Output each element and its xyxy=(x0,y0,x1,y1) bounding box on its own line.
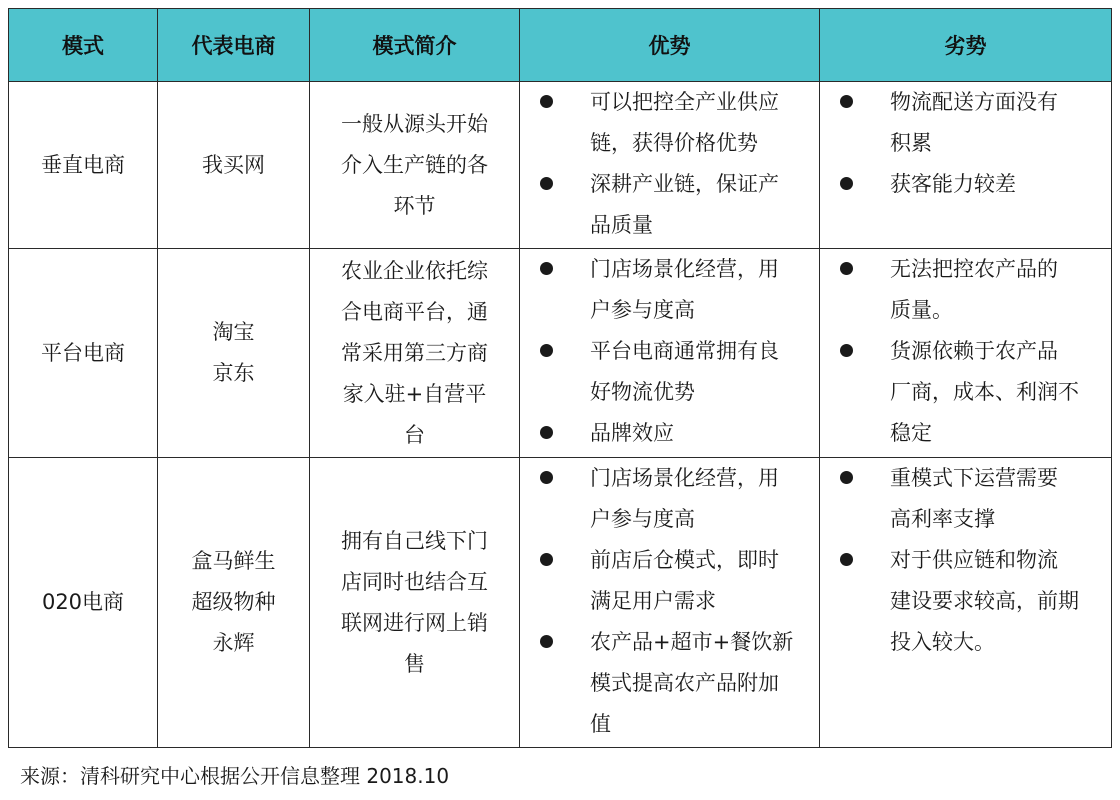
mode-label: 垂直电商 xyxy=(41,152,125,177)
mode-cell xyxy=(9,249,158,458)
bullet-dot-icon xyxy=(540,553,553,566)
intro-cell xyxy=(310,458,520,748)
bullet-line: 无法把控农产品的 xyxy=(890,257,1058,281)
mode-cell xyxy=(9,82,158,249)
bullet-line: 平台电商通常拥有良 xyxy=(590,339,779,363)
bullet-dot-icon xyxy=(540,177,553,190)
disadvantages-cell xyxy=(820,249,1112,458)
disadvantages-cell xyxy=(820,458,1112,748)
intro-line: 环节 xyxy=(393,193,436,218)
bullet-dot-icon xyxy=(840,553,853,566)
bullet-item xyxy=(520,82,819,164)
bullet-item xyxy=(820,164,1111,205)
mode-label: 020电商 xyxy=(41,590,125,614)
header-representative: 代表电商 xyxy=(158,9,310,82)
bullet-line: 物流配送方面没有 xyxy=(890,90,1058,114)
bullet-item xyxy=(520,540,819,622)
rep-name: 盒马鲜生 xyxy=(191,549,276,573)
bullet-line: 户参与度高 xyxy=(590,298,695,322)
intro-line: 售 xyxy=(404,651,425,676)
bullet-dot-icon xyxy=(540,426,553,439)
bullet-line: 好物流优势 xyxy=(590,380,695,404)
rep-name: 淘宝 xyxy=(212,320,255,344)
intro-cell xyxy=(310,82,520,249)
bullet-item xyxy=(520,413,819,454)
bullet-item xyxy=(520,331,819,413)
intro-line: 一般从源头开始 xyxy=(341,111,488,136)
intro-line: 合电商平台，通 xyxy=(341,299,488,324)
table-row xyxy=(9,82,1112,249)
bullet-dot-icon xyxy=(840,471,853,484)
bullet-line: 品质量 xyxy=(590,213,653,237)
bullet-line: 链，获得价格优势 xyxy=(590,131,758,155)
mode-label: 平台电商 xyxy=(41,340,125,365)
bullet-line: 投入较大。 xyxy=(890,630,995,654)
reps-cell xyxy=(158,249,310,458)
bullet-line: 厂商，成本、利润不 xyxy=(890,380,1079,404)
advantages-cell xyxy=(520,249,820,458)
reps-cell xyxy=(158,82,310,249)
header-disadvantages: 劣势 xyxy=(820,9,1112,82)
bullet-item xyxy=(820,249,1111,331)
intro-line: 拥有自己线下门 xyxy=(341,528,488,553)
table-row xyxy=(9,458,1112,748)
bullet-line: 货源依赖于农产品 xyxy=(890,339,1058,363)
bullet-line: 值 xyxy=(590,712,611,736)
bullet-item xyxy=(520,458,819,540)
bullet-line: 门店场景化经营，用 xyxy=(590,466,779,490)
table-header-row xyxy=(9,9,1112,82)
table-row xyxy=(9,249,1112,458)
bullet-dot-icon xyxy=(840,177,853,190)
bullet-line: 重模式下运营需要 xyxy=(890,466,1058,490)
advantages-cell xyxy=(520,458,820,748)
bullet-line: 获客能力较差 xyxy=(890,172,1016,196)
bullet-line: 高利率支撑 xyxy=(890,507,995,531)
intro-line: 介入生产链的各 xyxy=(341,152,488,177)
advantages-cell xyxy=(520,82,820,249)
header-mode: 模式 xyxy=(9,9,158,82)
bullet-line: 深耕产业链，保证产 xyxy=(590,172,779,196)
bullet-item xyxy=(520,622,819,745)
bullet-item xyxy=(520,164,819,246)
source-note: 来源：清科研究中心根据公开信息整理 2018.10 xyxy=(20,764,450,788)
bullet-dot-icon xyxy=(840,262,853,275)
header-advantages: 优势 xyxy=(520,9,820,82)
bullet-line: 对于供应链和物流 xyxy=(890,548,1058,572)
bullet-line: 质量。 xyxy=(890,298,953,322)
mode-cell xyxy=(9,458,158,748)
bullet-item xyxy=(820,82,1111,164)
bullet-dot-icon xyxy=(540,95,553,108)
bullet-item xyxy=(820,540,1111,663)
bullet-line: 品牌效应 xyxy=(590,421,674,445)
disadvantages-cell xyxy=(820,82,1112,249)
rep-name: 京东 xyxy=(212,361,255,385)
bullet-item xyxy=(520,249,819,331)
bullet-dot-icon xyxy=(540,262,553,275)
bullet-dot-icon xyxy=(540,635,553,648)
bullet-line: 积累 xyxy=(890,131,932,155)
intro-line: 店同时也结合互 xyxy=(341,569,488,594)
bullet-line: 农产品+超市+餐饮新 xyxy=(590,630,794,654)
bullet-line: 满足用户需求 xyxy=(590,589,716,613)
bullet-item xyxy=(820,458,1111,540)
bullet-dot-icon xyxy=(540,471,553,484)
ecommerce-modes-table xyxy=(8,8,1112,748)
intro-line: 常采用第三方商 xyxy=(341,340,488,365)
header-intro: 模式简介 xyxy=(310,9,520,82)
reps-cell xyxy=(158,458,310,748)
bullet-line: 可以把控全产业供应 xyxy=(590,90,779,114)
rep-name: 我买网 xyxy=(202,152,265,177)
rep-name: 永辉 xyxy=(212,631,255,655)
bullet-line: 模式提高农产品附加 xyxy=(590,671,779,695)
bullet-item xyxy=(820,331,1111,454)
bullet-dot-icon xyxy=(840,95,853,108)
bullet-line: 稳定 xyxy=(890,421,932,445)
bullet-dot-icon xyxy=(540,344,553,357)
rep-name: 超级物种 xyxy=(191,590,276,614)
bullet-line: 户参与度高 xyxy=(590,507,695,531)
intro-line: 家入驻+自营平 xyxy=(342,381,487,406)
bullet-dot-icon xyxy=(840,344,853,357)
bullet-line: 门店场景化经营，用 xyxy=(590,257,779,281)
bullet-line: 建设要求较高，前期 xyxy=(890,589,1079,613)
intro-line: 联网进行网上销 xyxy=(341,610,488,635)
bullet-line: 前店后仓模式，即时 xyxy=(590,548,779,572)
intro-cell xyxy=(310,249,520,458)
intro-line: 农业企业依托综 xyxy=(341,258,488,283)
intro-line: 台 xyxy=(404,422,425,447)
